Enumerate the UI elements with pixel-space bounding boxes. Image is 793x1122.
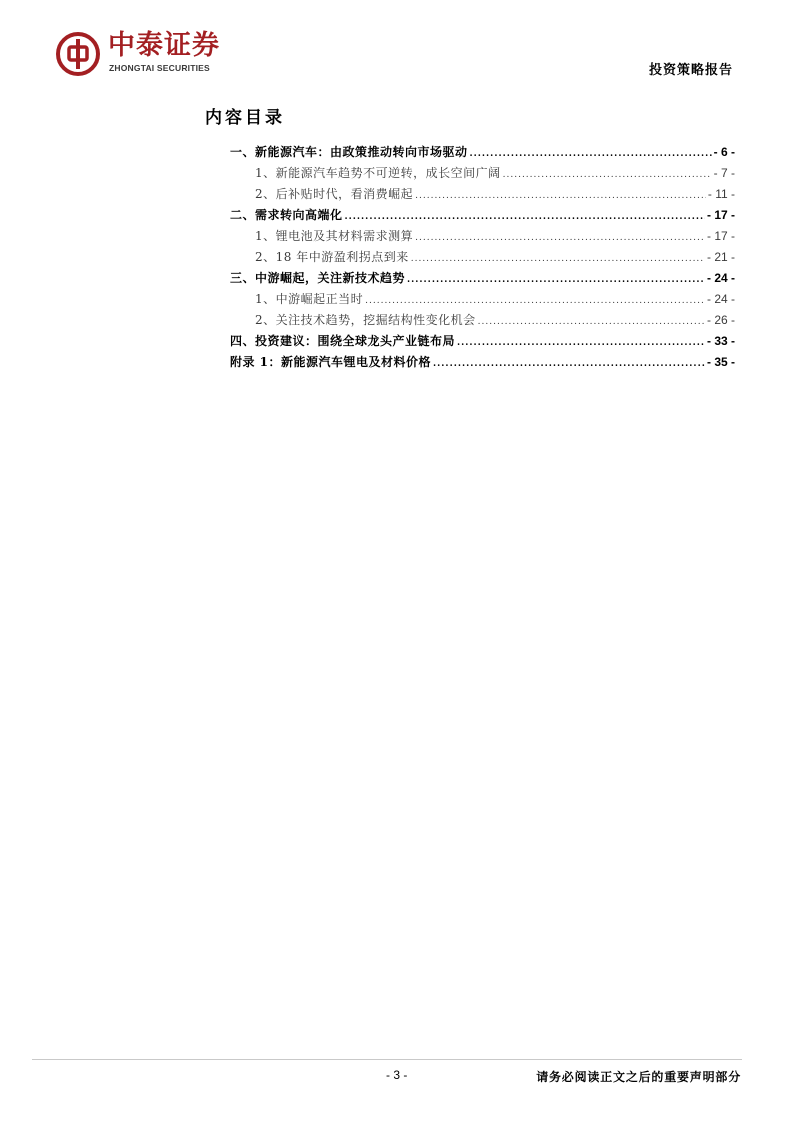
- toc-dot-leader: [411, 254, 705, 264]
- toc-dot-leader: [503, 170, 712, 180]
- toc-dot-leader: [415, 233, 705, 243]
- report-type-label: 投资策略报告: [648, 63, 733, 78]
- toc-entry-page: - 24 -: [706, 292, 735, 306]
- toc-dot-leader: [407, 275, 705, 285]
- toc-entry-text: 三、中游崛起，关注新技术趋势: [230, 271, 406, 285]
- toc-entry-section-2[interactable]: [230, 206, 735, 227]
- toc-entry-section-1-2[interactable]: [230, 185, 735, 206]
- toc-entry-section-3-2[interactable]: [230, 311, 735, 332]
- toc-entry-text: 附录 1：新能源汽车锂电及材料价格: [230, 355, 432, 369]
- toc-entry-page: - 7 -: [713, 166, 735, 180]
- toc-dot-leader: [415, 191, 706, 201]
- footer-disclaimer: 请务必阅读正文之后的重要声明部分: [536, 1070, 741, 1084]
- toc-title: 内容目录: [205, 108, 285, 128]
- toc-entry-page: - 17 -: [706, 229, 735, 243]
- toc-entry-text: 一、新能源汽车：由政策推动转向市场驱动: [230, 145, 468, 159]
- toc-entry-section-1-1[interactable]: [230, 164, 735, 185]
- toc-entry-page: - 17 -: [706, 208, 735, 222]
- toc-entry-page: - 6 -: [713, 145, 735, 159]
- toc-entry-section-2-1[interactable]: [230, 227, 735, 248]
- footer-divider: [32, 1059, 742, 1060]
- toc-entry-text: 1、新能源汽车趋势不可逆转，成长空间广阔: [255, 166, 501, 180]
- toc-entry-text: 四、投资建议：围绕全球龙头产业链布局: [230, 334, 456, 348]
- toc-dot-leader: [470, 149, 712, 159]
- toc-dot-leader: [365, 296, 705, 306]
- logo-chinese-name: 中泰证券: [108, 30, 220, 61]
- table-of-contents: [230, 143, 735, 374]
- footer-page-number: - 3 -: [386, 1068, 408, 1082]
- toc-dot-leader: [457, 338, 705, 348]
- toc-entry-section-4[interactable]: [230, 332, 735, 353]
- toc-entry-appendix-1[interactable]: [230, 353, 735, 374]
- toc-entry-page: - 11 -: [707, 187, 735, 201]
- toc-entry-page: - 35 -: [706, 355, 735, 369]
- toc-entry-text: 2、18 年中游盈利拐点到来: [255, 250, 409, 264]
- toc-dot-leader: [478, 317, 705, 327]
- toc-entry-page: - 26 -: [706, 313, 735, 327]
- logo-english-name: ZHONGTAI SECURITIES: [109, 63, 210, 73]
- toc-entry-section-2-2[interactable]: [230, 248, 735, 269]
- zhongtai-logo-icon: [56, 32, 100, 76]
- toc-entry-text: 2、关注技术趋势，挖掘结构性变化机会: [255, 313, 476, 327]
- toc-entry-text: 2、后补贴时代，看消费崛起: [255, 187, 414, 201]
- toc-dot-leader: [433, 359, 705, 369]
- toc-entry-page: - 33 -: [706, 334, 735, 348]
- toc-entry-text: 1、锂电池及其材料需求测算: [255, 229, 414, 243]
- toc-entry-text: 二、需求转向高端化: [230, 208, 343, 222]
- toc-entry-section-1[interactable]: [230, 143, 735, 164]
- toc-entry-section-3[interactable]: [230, 269, 735, 290]
- toc-dot-leader: [345, 212, 705, 222]
- company-logo: [56, 30, 246, 78]
- toc-entry-text: 1、中游崛起正当时: [255, 292, 364, 306]
- toc-entry-section-3-1[interactable]: [230, 290, 735, 311]
- toc-entry-page: - 24 -: [706, 271, 735, 285]
- toc-entry-page: - 21 -: [706, 250, 735, 264]
